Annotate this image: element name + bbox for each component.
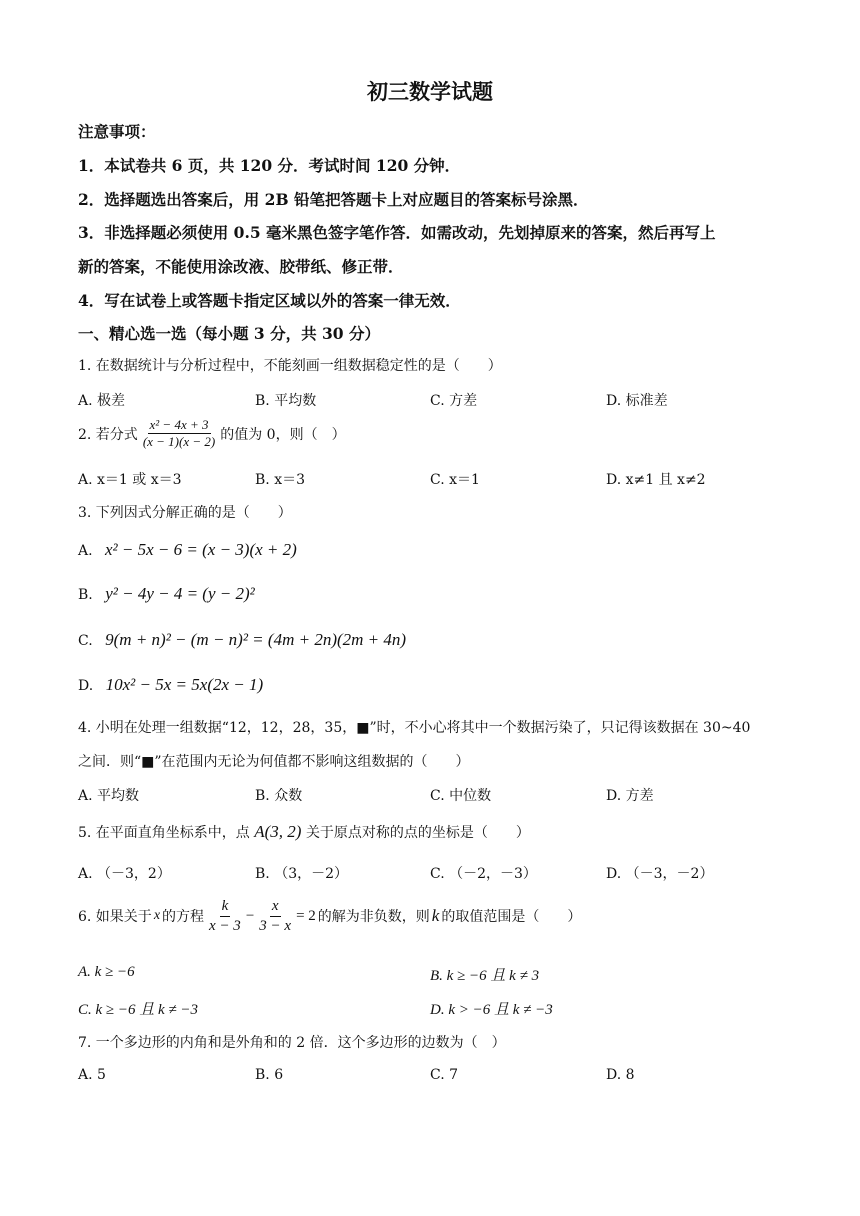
question-7-stem: 7. 一个多边形的内角和是外角和的 2 倍．这个多边形的边数为（ ） [78,1035,506,1051]
notice-item-1: 1．本试卷共 6 页，共 120 分．考试时间 120 分钟． [78,156,461,175]
notice-item-3: 3．非选择题必须使用 0.5 毫米黑色签字笔作答．如需改动，先划掉原来的答案，然后再写上 [78,223,716,242]
question-4-option-b: B. 众数 [255,788,303,804]
question-4-stem-line1: 4. 小明在处理一组数据“12，12，28，35，■”时，不小心将其中一个数据污染了，只记得该数据在 30~40 [78,720,751,736]
question-6-var-x: x [153,908,161,923]
question-6-var-k: k [431,906,440,925]
question-2-numerator: x² − 4x + 3 [148,418,211,434]
question-6-suffix-1: 的解为非负数，则 [317,909,430,925]
question-6-suffix-2: 的取值范围是（ ） [441,909,582,925]
question-2-option-a: A. x＝1 或 x＝3 [78,472,182,488]
question-6-fraction-2-den: 3 − x [259,917,292,934]
question-6-mid: 的方程 [162,909,205,925]
question-3-expr-a: x² − 5x − 6 = (x − 3)(x + 2) [105,540,297,559]
question-3-expr-c: 9(m + n)² − (m − n)² = (4m + 2n)(2m + 4n) [105,630,407,649]
question-5-option-b: B. （3，－2） [255,866,349,882]
question-2-stem [78,418,346,450]
question-6-rhs: = 2 [296,907,316,924]
question-7-option-a: A. 5 [78,1067,106,1083]
question-6-fraction-1-den: x − 3 [209,917,241,934]
question-5-option-d: D. （－3，－2） [606,866,714,882]
question-5-suffix: 关于原点对称的点的坐标是（ ） [305,825,530,841]
question-3-label-c: C. [78,633,93,649]
question-5-option-c: C. （－2，－3） [430,866,537,882]
notice-item-4: 4．写在试卷上或答题卡指定区域以外的答案一律无效． [78,291,461,310]
question-3-stem: 3. 下列因式分解正确的是（ ） [78,505,292,521]
question-1-option-c: C. 方差 [430,393,478,409]
notice-item-2: 2．选择题选出答案后，用 2B 铅笔把答题卡上对应题目的答案标号涂黑． [78,190,589,209]
notice-item-3-cont: 新的答案，不能使用涂改液、胶带纸、修正带． [78,257,404,276]
question-6-fraction-2 [257,898,293,934]
question-1-option-d: D. 标准差 [606,393,668,409]
question-6-fraction-2-num: x [270,898,281,917]
question-2-prefix: 2. 若分式 [78,426,138,443]
question-6-prefix: 6. 如果关于 [78,909,152,925]
question-2-option-d: D. x≠1 且 x≠2 [606,472,706,488]
question-5-point: A(3, 2) [254,822,302,841]
question-1-option-a: A. 极差 [78,393,126,409]
question-7-option-b: B. 6 [255,1067,284,1083]
question-3-expr-d: 10x² − 5x = 5x(2x − 1) [105,675,264,694]
question-6-option-c: C. k ≥ −6 且 k ≠ −3 [78,1002,199,1018]
question-6-option-a: A. k ≥ −6 [78,964,135,980]
question-3-option-b [78,584,255,604]
question-3-label-a: A. [78,543,93,559]
question-3-expr-b: y² − 4y − 4 = (y − 2)² [105,584,255,603]
question-2-option-c: C. x＝1 [430,472,480,488]
question-2-denominator: (x − 1)(x − 2) [142,434,216,450]
question-1-option-b: B. 平均数 [255,393,317,409]
question-6-option-d: D. k > −6 且 k ≠ −3 [430,1002,553,1018]
question-2-option-b: B. x＝3 [255,472,305,488]
question-5-option-a: A. （－3，2） [78,866,171,882]
question-3-option-d [78,675,263,695]
question-3-label-d: D. [78,678,94,694]
question-6-fraction-1-num: k [220,898,231,917]
question-3-label-b: B. [78,587,93,603]
question-6-stem [78,898,581,934]
question-4-option-c: C. 中位数 [430,788,492,804]
question-4-stem-line2: 之间．则“■”在范围内无论为何值都不影响这组数据的（ ） [78,754,470,770]
question-2-fraction [141,418,217,450]
question-5-stem [78,822,530,842]
question-3-option-a [78,540,297,560]
notice-heading: 注意事项： [78,122,156,141]
question-7-option-d: D. 8 [606,1067,635,1083]
question-4-option-d: D. 方差 [606,788,654,804]
question-6-minus: − [245,907,255,924]
question-5-prefix: 5. 在平面直角坐标系中，点 [78,825,250,841]
question-7-option-c: C. 7 [430,1067,459,1083]
question-6-fraction-1 [207,898,243,934]
question-3-option-c [78,630,406,650]
section-heading: 一、精心选一选（每小题 3 分，共 30 分） [78,324,380,343]
question-1-stem: 1. 在数据统计与分析过程中，不能刻画一组数据稳定性的是（ ） [78,358,502,374]
page-title: 初三数学试题 [367,79,493,104]
question-2-suffix: 的值为 0，则（ ） [220,426,346,443]
question-4-option-a: A. 平均数 [78,788,140,804]
question-6-option-b: B. k ≥ −6 且 k ≠ 3 [430,968,540,984]
